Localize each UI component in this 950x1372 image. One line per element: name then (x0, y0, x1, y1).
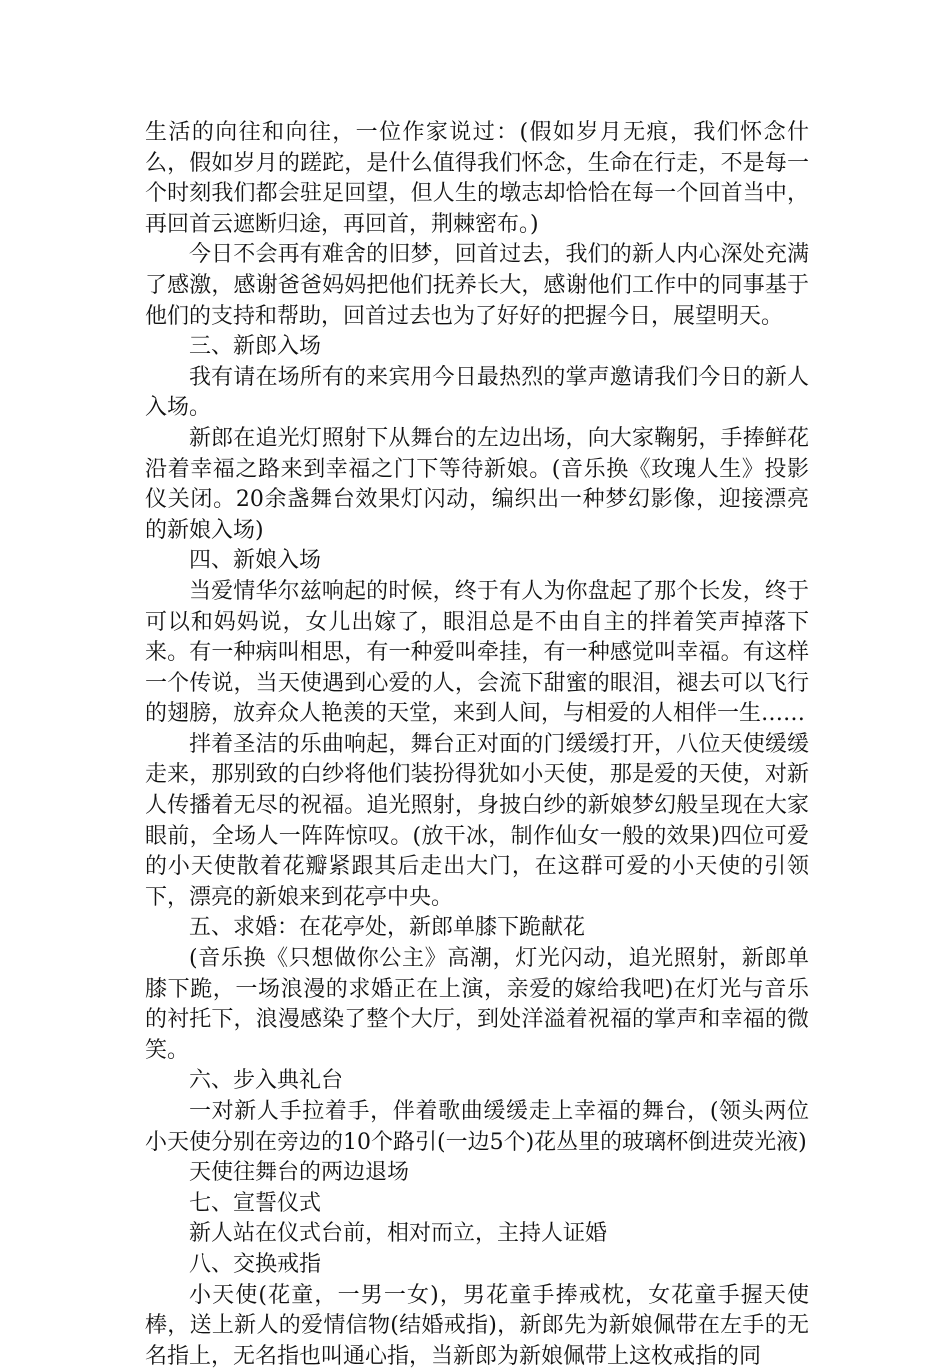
section-heading-proposal: 五、求婚：在花亭处，新郎单膝下跪献花 (189, 915, 586, 941)
paragraph-6: 拌着圣洁的乐曲响起，舞台正对面的门缓缓打开，八位天使缓缓走来，那别致的白纱将他们装扮得犹如小天使，那是爱的天使，对新人传播着无尽的祝福。追光照射，身披白纱的新娘梦幻般呈现在大家眼前，全场人一阵阵惊叹。(放干冰，制作仙女一般的效果)四位可爱的小天使散着花瓣紧跟其后走出大门，在这群可爱的小天使的引领下，漂亮的新娘来到花亭中央。 (145, 731, 809, 910)
section-heading-ring-exchange: 八、交换戒指 (189, 1251, 322, 1277)
section-heading-bride-entrance: 四、新娘入场 (189, 548, 322, 574)
paragraph-1: 生活的向往和向往，一位作家说过：(假如岁月无痕，我们怀念什么，假如岁月的蹉跎，是什么值得我们怀念，生命在行走，不是每一个时刻我们都会驻足回望，但人生的墩志却恰恰在每一个回首当中，再回首云遮断归途，再回首，荆棘密布。) (145, 120, 809, 237)
paragraph-8: 一对新人手拉着手，伴着歌曲缓缓走上幸福的舞台，(领头两位小天使分别在旁边的10个路引(一边5个)花丛里的玻璃杯倒进荧光液) (145, 1099, 809, 1155)
paragraph-9: 天使往舞台的两边退场 (189, 1160, 410, 1186)
section-heading-ceremony-stage: 六、步入典礼台 (189, 1068, 344, 1094)
paragraph-5: 当爱情华尔兹响起的时候，终于有人为你盘起了那个长发，终于可以和妈妈说，女儿出嫁了，眼泪总是不由自主的拌着笑声掉落下来。有一种病叫相思，有一种爱叫牵挂，有一种感觉叫幸福。有这样一个传说，当天使遇到心爱的人，会流下甜蜜的眼泪，褪去可以飞行的翅膀，放弃众人艳羡的天堂，来到人间，与相爱的人相伴一生…… (145, 578, 809, 727)
paragraph-11: 小天使(花童，一男一女)，男花童手捧戒枕，女花童手握天使棒，送上新人的爱情信物(结婚戒指)，新郎先为新娘佩带在左手的无名指上，无名指也叫通心指，当新郎为新娘佩带上这枚戒指的同 (145, 1282, 809, 1369)
section-heading-groom-entrance: 三、新郎入场 (189, 334, 322, 360)
paragraph-4: 新郎在追光灯照射下从舞台的左边出场，向大家鞠躬，手捧鲜花沿着幸福之路来到幸福之门下等待新娘。(音乐换《玫瑰人生》投影仪关闭。20余盏舞台效果灯闪动，编织出一种梦幻影像，迎接漂亮的新娘入场) (145, 425, 809, 543)
paragraph-7: (音乐换《只想做你公主》高潮，灯光闪动，追光照射，新郎单膝下跪，一场浪漫的求婚正在上演，亲爱的嫁给我吧)在灯光与音乐的衬托下，浪漫感染了整个大厅，到处洋溢着祝福的掌声和幸福的微笑。 (145, 946, 809, 1063)
document-body (145, 118, 809, 1372)
paragraph-3: 我有请在场所有的来宾用今日最热烈的掌声邀请我们今日的新人入场。 (145, 364, 809, 421)
paragraph-2: 今日不会再有难舍的旧梦，回首过去，我们的新人内心深处充满了感激，感谢爸爸妈妈把他们抚养长大，感谢他们工作中的同事基于他们的支持和帮助，回首过去也为了好好的把握今日，展望明天。 (145, 242, 809, 329)
paragraph-10: 新人站在仪式台前，相对而立，主持人证婚 (189, 1221, 608, 1247)
section-heading-vows: 七、宣誓仪式 (189, 1190, 322, 1216)
